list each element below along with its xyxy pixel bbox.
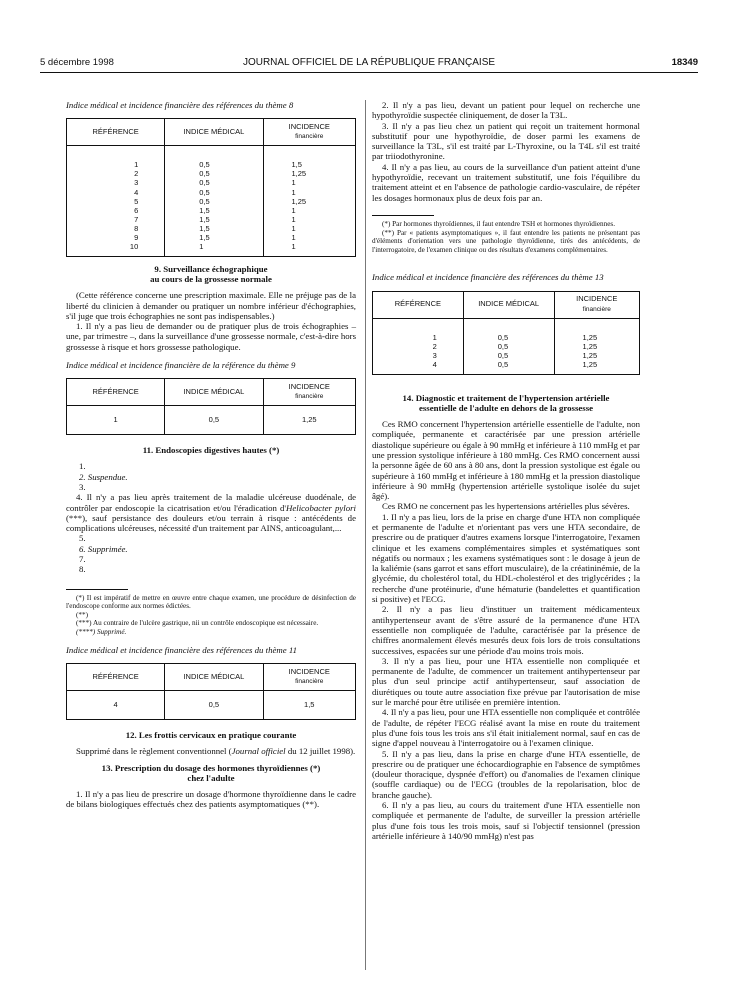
caption-theme-11: Indice médical et incidence financière des références du thème 11 <box>66 644 297 655</box>
header-date: 5 décembre 1998 <box>40 57 114 68</box>
table-header-row: RÉFÉRENCE INDICE MÉDICAL INCIDENCE financière <box>373 291 640 318</box>
table-row: 1 0,5 1,5 <box>67 146 356 170</box>
section-11-list-2: 5. 6. Supprimée. 7. 8. <box>79 533 128 575</box>
section-13-ref-3: 3. Il n'y a pas lieu chez un patient qui reçoit un traitement hormonal substitutif pour une hypothyroïdie, de doser parmi les examens de surveillance la T3L, s'il est traité par L-Thyroxine, ou la T4L s'il est traité par triiodothyronine. <box>372 120 640 162</box>
table-row: 2 0,5 1,25 <box>373 342 640 351</box>
table-row: 6 1,5 1 <box>67 206 356 215</box>
section-14-ref-6: 6. Il n'y a pas lieu, au cours du traitement d'une HTA essentielle non compliquée et permanente de l'adulte, de surveiller la pression artérielle plus d'une fois tous les trois mois, sauf si l'objectif tensionnel (pression artérielle inférieure à 140/90 mmHg) n'est pas <box>372 800 640 841</box>
table-row: 5 0,5 1,25 <box>67 197 356 206</box>
table-row: 1 0,5 1,25 <box>67 406 356 435</box>
col-indice: INDICE MÉDICAL <box>165 119 263 146</box>
table-header-row <box>67 119 356 146</box>
right-column <box>372 100 640 841</box>
table-row: 3 0,5 1,25 <box>373 351 640 360</box>
caption-theme-13: Indice médical et incidence financière des références du thème 13 <box>372 272 604 283</box>
table-row: 10 1 1 <box>67 242 356 257</box>
header-rule <box>40 72 698 73</box>
section-13-ref-1: 1. Il n'y a pas lieu de prescrire un dosage d'hormone thyroïdienne dans le cadre de bilans biologiques effectués chez des patients asymptomatiques (**). <box>66 789 356 810</box>
section-14-ref-5: 5. Il n'y a pas lieu, dans la prise en charge d'une HTA essentielle, de prescrire ou de pratiquer une échocardiographie en l'absence de symptômes (douleur thoracique, dyspnée d'effort) ou d'anomalies de l'examen clinique (souffle cardiaque) ou de l'ECG (troubles de la repolarisation, bloc de branche gauche). <box>372 748 640 800</box>
table-header-row: RÉFÉRENCE INDICE MÉDICAL INCIDENCE financière <box>67 663 356 690</box>
table-row: 4 0,5 1 <box>67 188 356 197</box>
section-13-ref-4: 4. Il n'y a pas lieu, au cours de la surveillance d'un patient atteint d'une hypothyroïdie, recevant un traitement substitutif, une fois l'équilibre du traitement atteint et en l'absence de pathologie cardio-vasculaire, de répéter les dosages hormonaux plus de deux fois par an. <box>372 161 640 203</box>
section-12-text: Supprimé dans le règlement conventionnel (Journal officiel du 12 juillet 1998). <box>76 745 356 756</box>
section-14-ref-1: 1. Il n'y a pas lieu, lors de la prise en charge d'une HTA non compliquée et permanente de l'adulte et n'orientant pas vers une HTA secondaire, de prescrire ou de pratiquer d'autres examens lorsque l'interrogatoire, l'examen clinique et les examens complémentaires simples et systématiques sont négatifs ou normaux ; les examens systématiques sont : le dosage à jeun de la kaliémie (sans garrot et sans effort musculaire), de la créatininémie, de la glycémie, du cholestérol total, du HDL-cholestérol et des triglycérides ; la recherche d'une protéinurie, d'une hématurie (bandelettes et quantification si positive) et l'ECG. <box>372 511 640 605</box>
section-14-title: 14. Diagnostic et traitement de l'hypertension artérielle essentielle de l'adulte en dehors de la grossesse <box>402 393 610 414</box>
table-row: 7 1,5 1 <box>67 215 356 224</box>
section-14-ref-3: 3. Il n'y a pas lieu, pour une HTA essentielle non compliquée et permanente de l'adulte, de commencer un traitement antihypertenseur par plus d'un seul principe actif antihypertenseur, sauf association de diurétiques ou toute autre association fixe prévue par l'autorisation de mise sur le marché pour être utilisée en première intention. <box>372 655 640 708</box>
section-14-ref-2: 2. Il n'y a pas lieu d'instituer un traitement médicamenteux antihypertenseur avant de s'être assuré de la permanence d'une HTA essentielle non compliquée de l'adulte, caractérisée par la présence de chiffres anormalement élevés mesurés deux fois lors de trois consultations successives, espacées sur une période d'au moins trois mois. <box>372 604 640 656</box>
col-incidence: INCIDENCE financière <box>263 119 356 146</box>
table-row: 9 1,5 1 <box>67 233 356 242</box>
table-header-row: RÉFÉRENCE INDICE MÉDICAL INCIDENCE financière <box>67 379 356 406</box>
table-row: 4 0,5 1,5 <box>67 690 356 719</box>
table-theme-13 <box>372 291 640 375</box>
footnote-rule <box>372 215 434 216</box>
column-divider <box>365 100 366 970</box>
table-row: 1 0,5 1,25 <box>373 318 640 342</box>
section-12-title: 12. Les frottis cervicaux en pratique courante <box>125 729 297 740</box>
section-13-ref-2: 2. Il n'y a pas lieu, devant un patient pour lequel on recherche une hypothyroïdie suspectée cliniquement, de doser la T3L. <box>372 100 640 121</box>
caption-theme-8: Indice médical et incidence financière des références du thème 8 <box>66 100 294 110</box>
table-theme-9 <box>66 378 356 435</box>
col-reference: RÉFÉRENCE <box>67 119 165 146</box>
table-row: 2 0,5 1,25 <box>67 169 356 178</box>
left-column <box>66 100 356 810</box>
section-14-intro-2: Ces RMO ne concernent pas les hypertensions artérielles plus sévères. <box>382 501 630 512</box>
section-9-note: (Cette référence concerne une prescription maximale. Elle ne préjuge pas de la liberté du clinicien à demander ou pratiquer un nombre inférieur d'échographies, s'il juge que trois échographies ne sont pas indispensables.) <box>66 290 356 321</box>
section-13-title: 13. Prescription du dosage des hormones thyroïdiennes (*) chez l'adulte <box>101 763 321 784</box>
footnote-rule <box>66 589 128 590</box>
table-row: 3 0,5 1 <box>67 178 356 187</box>
table-row: 8 1,5 1 <box>67 224 356 233</box>
section-11-ref-4: 4. Il n'y a pas lieu après traitement de la maladie ulcéreuse duodénale, de contrôler par endoscopie la cicatrisation et/ou l'éradication d'Helicobacter pylori (***), sauf persistance des douleurs et/ou terrain à risque : antécédents de complications ulcéreuses, nécessité d'un traitement par AINS, anticoagulant,... <box>66 492 356 534</box>
page-header <box>40 57 698 73</box>
section-14-intro: Ces RMO concernent l'hypertension artérielle essentielle de l'adulte, non compliquée, permanente et caractérisée par une pression artérielle diastolique supérieure ou égale à 90 mmHg et inférieure à 110 mmHg et par une pression systolique inférieure à 180 mmHg. Ces RMO concernent aussi la personne âgée de 60 ans à 80 ans, dont la pression systolique est égale ou supérieure à 160 mmHg et inférieure à 180 mmHg et la pression diastolique inférieure à 90 mmHg (hypertension artérielle systolique isolée du sujet âgé). <box>372 419 640 502</box>
table-theme-11 <box>66 663 356 720</box>
caption-theme-9: Indice médical et incidence financière de la référence du thème 9 <box>66 360 296 371</box>
table-row: 4 0,5 1,25 <box>373 360 640 375</box>
section-14-ref-4: 4. Il n'y a pas lieu, pour une HTA essentielle non compliquée et contrôlée de l'adulte, de répéter l'ECG réalisé avant la mise en route du traitement plus d'une fois tous les trois ans s'il était initialement normal, sauf en cas de signe d'appel nouveau à l'interrogatoire ou à l'examen clinique. <box>372 707 640 749</box>
journal-title: JOURNAL OFFICIEL DE LA RÉPUBLIQUE FRANÇAISE <box>242 57 496 68</box>
section-11-title: 11. Endoscopies digestives hautes (*) <box>142 445 280 456</box>
section-11-list: 1. 2. Suspendue. 3. <box>79 461 128 492</box>
footnotes-13: (*) Par hormones thyroïdiennes, il faut entendre TSH et hormones thyroïdiennes. (**) Par « patients asymptomatiques », il faut entendre les patients ne présentant pas d'éléments d'orientation vers une pathologie thyroïdienne, tirés des antécédents, de l'interrogatoire, de l'examen clinique ou des résultats d'examens complémentaires. <box>372 219 640 254</box>
footnotes-11: (*) Il est impératif de mettre en œuvre entre chaque examen, une procédure de désinfection de l'endoscope conforme aux normes édictées. (**) (***) Au contraire de l'ulcère gastrique, nii un contrôle endoscopique est nécessaire. (****) Supprimé. <box>66 593 356 636</box>
section-9-title: 9. Surveillance échographique au cours de la grossesse normale <box>150 264 272 285</box>
table-theme-8 <box>66 118 356 257</box>
page-number: 18349 <box>671 57 698 68</box>
section-9-ref-1: 1. Il n'y a pas lieu de demander ou de pratiquer plus de trois échographies – une, par trimestre –, dans la surveillance d'une grossesse normale, c'est-à-dire hors grossesse à risque et hors grossesse pathologique. <box>66 321 356 352</box>
